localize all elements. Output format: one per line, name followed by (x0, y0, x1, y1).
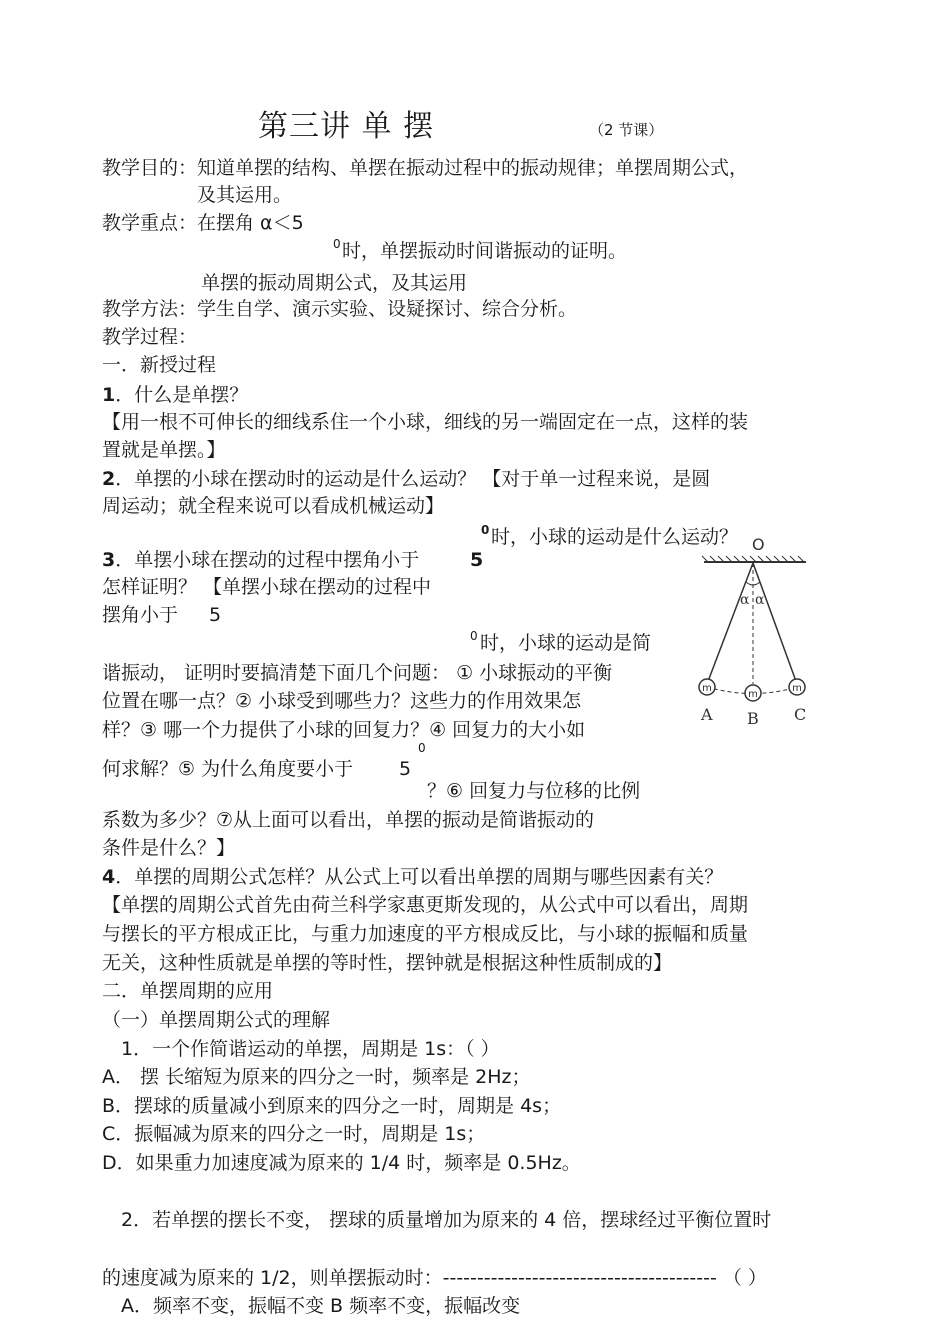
pivot-label: O (752, 535, 765, 554)
title-note: （2 节课） (589, 121, 664, 139)
question-3-line-4: 时，小球的运动是简 (480, 632, 652, 654)
question-3 (102, 551, 419, 570)
string-right (753, 563, 797, 684)
svg-text:m: m (792, 683, 802, 694)
question-4-number: 4 (102, 866, 116, 888)
question-3-line-8: 何求解？⑤ 为什么角度要小于 (102, 758, 354, 780)
question-3-line-9: ？⑥ 回复力与位移的比例 (427, 780, 641, 802)
question-3-line-5: 谐振动， 证明时要搞清楚下面几个问题： ① 小球振动的平衡 (102, 662, 613, 684)
question-3-line-7: 样？③ 哪一个力提供了小球的回复力？④ 回复力的大小如 (102, 719, 586, 741)
question-1 (102, 386, 248, 405)
section-1-heading: 一．新授过程 (102, 354, 217, 376)
key-point-superscript: 0 (333, 237, 341, 251)
ceiling-support (702, 556, 806, 562)
question-2-number: 2 (102, 468, 116, 490)
question-3-line-3: 摆角小于 (102, 604, 179, 626)
angle-label-right: α (755, 592, 765, 608)
answer-4-line-2: 与摆长的平方根成正比，与重力加速度的平方根成反比，与小球的振幅和质量 (102, 923, 749, 945)
question-1-number: 1 (102, 384, 116, 406)
exercise-2-line-2: 的速度减为原来的 1/2，则单摆振动时：---------------------------------------- （ ） (102, 1267, 767, 1289)
question-3-angle: 5 (470, 549, 484, 571)
question-2-line-2: 周运动；就全程来说可以看成机械运动】 (102, 495, 445, 517)
question-3-superscript: 0 (481, 523, 490, 537)
teaching-process: 教学过程： (102, 326, 198, 348)
exercise-2-options: A．频率不变，振幅不变 B 频率不变，振幅改变 (121, 1295, 521, 1317)
ball-b (745, 685, 761, 701)
key-point-1-cont: 时，单摆振动时间谐振动的证明。 (342, 240, 628, 262)
exercise-1-option-d: D．如果重力加速度减为原来的 1/4 时，频率是 0.5Hz。 (102, 1152, 581, 1174)
angle-arc (746, 582, 760, 585)
key-point-2: 单摆的振动周期公式，及其运用 (201, 272, 468, 294)
key-point-1: 教学重点：在摆角 α＜5 (102, 212, 304, 234)
subsection-1-heading: （一）单摆周期公式的理解 (102, 1009, 331, 1031)
question-4-text: ．单摆的周期公式怎样？从公式上可以看出单摆的周期与哪些因素有关？ (115, 866, 724, 888)
question-3-line-11: 条件是什么？】 (102, 837, 236, 859)
page-title: 第三讲 单 摆 (258, 109, 435, 144)
question-3-line-8-angle: 5 (399, 758, 412, 780)
section-2-heading: 二．单摆周期的应用 (102, 980, 274, 1002)
string-left (707, 563, 753, 684)
question-3-line-1: ．单摆小球在摆动的过程中摆角小于 (115, 549, 420, 571)
ball-c (789, 679, 805, 695)
question-3-tail: 时，小球的运动是什么运动？ (491, 526, 739, 548)
teaching-goal-cont: 及其运用。 (197, 184, 293, 206)
question-3-line-6: 位置在哪一点？② 小球受到哪些力？这些力的作用效果怎 (102, 690, 582, 712)
svg-text:m: m (702, 683, 712, 694)
ball-a (699, 679, 715, 695)
exercise-1: 1．一个作简谐运动的单摆，周期是 1s：（ ） (121, 1038, 500, 1060)
angle-label-left: α (740, 592, 750, 608)
question-2-line-1: ．单摆的小球在摆动时的运动是什么运动？ 【对于单一过程来说，是圆 (115, 468, 711, 490)
question-1-text: ．什么是单摆？ (115, 384, 249, 406)
exercise-1-option-a: A． 摆 长缩短为原来的四分之一时，频率是 2Hz； (102, 1066, 531, 1088)
position-label-c: C (794, 705, 807, 724)
question-3-line-2: 怎样证明？ 【单摆小球在摆动的过程中 (102, 576, 432, 598)
question-3-number: 3 (102, 549, 116, 571)
position-label-b: B (747, 709, 759, 728)
question-3-superscript-3: 0 (418, 741, 426, 755)
question-3-line-10: 系数为多少？⑦从上面可以看出，单摆的振动是简谐振动的 (102, 809, 595, 831)
position-label-a: A (701, 705, 713, 724)
question-3-superscript-2: 0 (470, 629, 478, 643)
question-2 (102, 470, 710, 489)
answer-4-line-1: 【单摆的周期公式首先由荷兰科学家惠更斯发现的，从公式中可以看出，周期 (102, 894, 749, 916)
exercise-1-option-c: C．振幅减为原来的四分之一时，周期是 1s； (102, 1123, 486, 1145)
exercise-1-option-b: B．摆球的质量减小到原来的四分之一时，周期是 4s； (102, 1095, 562, 1117)
exercise-2-line-1: 2．若单摆的摆长不变， 摆球的质量增加为原来的 4 倍，摆球经过平衡位置时 (121, 1209, 772, 1231)
pendulum-diagram (690, 532, 820, 732)
teaching-goal: 教学目的：知道单摆的结构、单摆在振动过程中的振动规律；单摆周期公式， (102, 157, 749, 179)
answer-1-line-2: 置就是单摆。】 (102, 439, 226, 461)
answer-1-line-1: 【用一根不可伸长的细线系住一个小球，细线的另一端固定在一点，这样的装 (102, 411, 749, 433)
question-3-line-3-angle: 5 (209, 604, 222, 626)
question-4 (102, 868, 723, 887)
svg-text:m: m (748, 689, 758, 700)
teaching-method: 教学方法：学生自学、演示实验、设疑探讨、综合分析。 (102, 298, 578, 320)
answer-4-line-3: 无关，这种性质就是单摆的等时性，摆钟就是根据这种性质制成的】 (102, 952, 673, 974)
